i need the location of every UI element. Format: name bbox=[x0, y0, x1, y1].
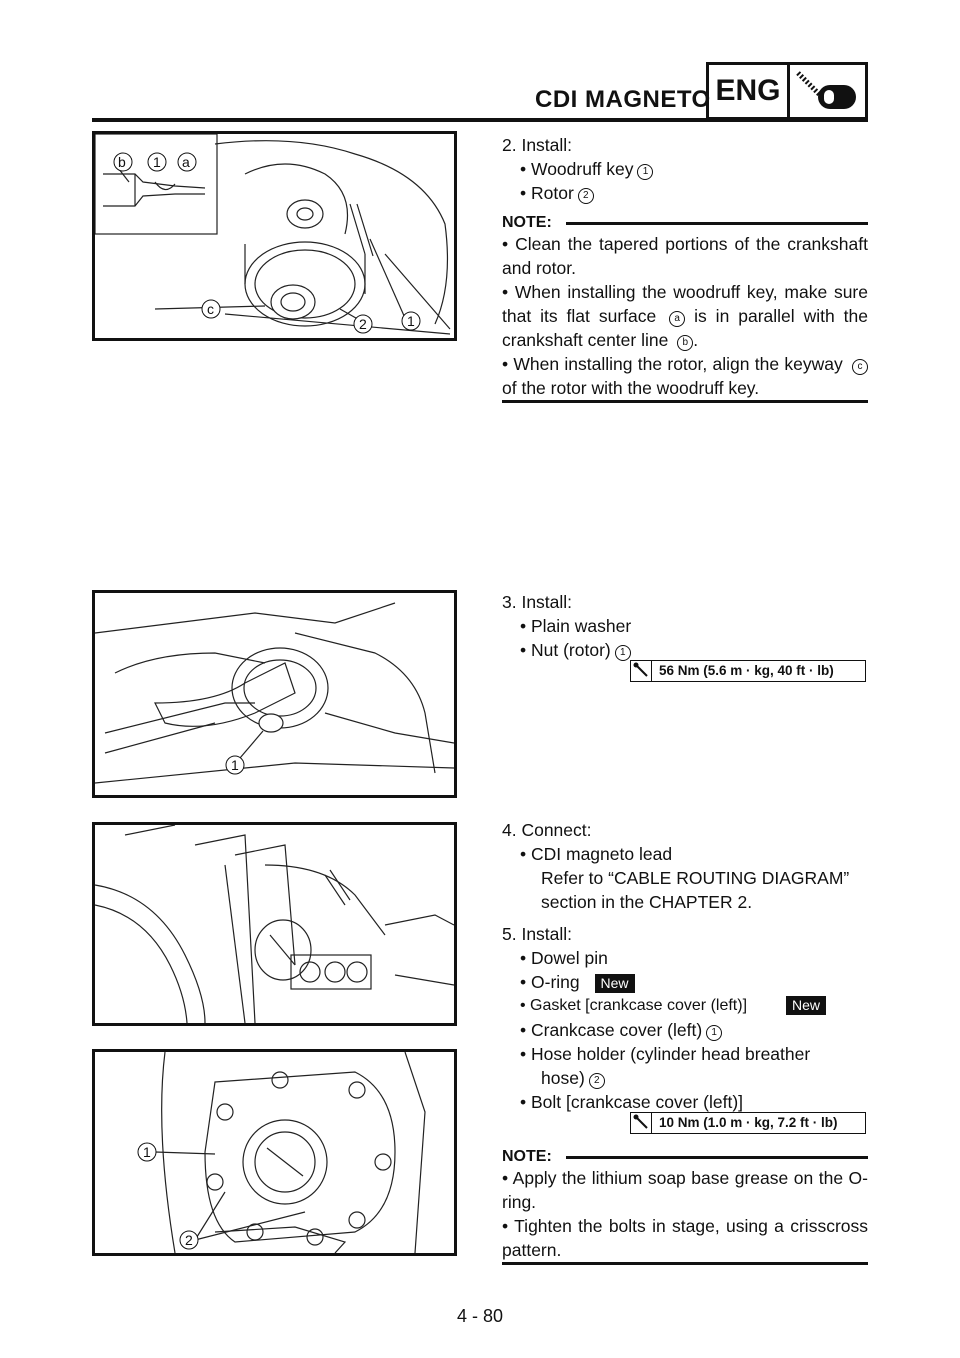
step5-note-1: • Apply the lithium soap base grease on the O-ring. bbox=[502, 1168, 868, 1212]
engine-wrench-icon bbox=[790, 62, 868, 120]
step5-item-5: • Hose holder (cylinder head breather bbox=[520, 1044, 811, 1064]
step4-ref-1: Refer to “CABLE ROUTING DIAGRAM” bbox=[541, 868, 850, 888]
step4-ref-2: section in the CHAPTER 2. bbox=[541, 892, 753, 912]
page-number: 4 - 80 bbox=[456, 1306, 504, 1326]
step3-torque-spec: 56 Nm (5.6 m · kg, 40 ft · lb) bbox=[630, 660, 866, 682]
step5-note-2: • Tighten the bolts in stage, using a crisscross pattern. bbox=[502, 1216, 868, 1260]
fig1-label-1b: 1 bbox=[407, 313, 415, 329]
fig1-label-c: c bbox=[207, 301, 214, 317]
figure-rotor-nut bbox=[92, 590, 457, 798]
note-rule bbox=[566, 1156, 868, 1159]
figure-magneto-lead bbox=[92, 822, 457, 1026]
step5-item-5b: hose) 2 bbox=[541, 1066, 605, 1090]
step4-item-1: • CDI magneto lead bbox=[520, 844, 673, 864]
eng-badge: ENG bbox=[706, 62, 790, 120]
step5-item-4: • Crankcase cover (left) 1 bbox=[520, 1018, 722, 1042]
step5-torque-spec: 10 Nm (1.0 m · kg, 7.2 ft · lb) bbox=[630, 1112, 866, 1134]
step3-item-2: • Nut (rotor) 1 bbox=[520, 638, 631, 662]
figure-crankcase-cover bbox=[92, 1049, 457, 1256]
step2-item-1: • Woodruff key 1 bbox=[520, 157, 653, 181]
header-rule bbox=[92, 118, 706, 122]
note-rule bbox=[566, 222, 868, 225]
new-part-badge: New bbox=[595, 974, 635, 993]
torque-wrench-icon bbox=[632, 661, 652, 681]
step3-heading: 3. Install: bbox=[502, 592, 573, 612]
step2-heading: 2. Install: bbox=[502, 135, 573, 155]
step5-item-1: • Dowel pin bbox=[520, 948, 608, 968]
step3-item-1: • Plain washer bbox=[520, 616, 632, 636]
fig1-label-2: 2 bbox=[359, 316, 367, 332]
step2-item-2: • Rotor 2 bbox=[520, 181, 594, 205]
fig2-label-1: 1 bbox=[231, 757, 239, 773]
step5-heading: 5. Install: bbox=[502, 924, 573, 944]
torque-wrench-icon bbox=[632, 1113, 652, 1133]
fig4-label-2: 2 bbox=[185, 1232, 193, 1248]
step2-note-1: • Clean the tapered portions of the crankshaft and rotor. bbox=[502, 234, 868, 278]
note-end-rule bbox=[502, 400, 868, 403]
fig1-label-b: b bbox=[118, 154, 126, 170]
fig1-label-a: a bbox=[182, 154, 190, 170]
step2-note-label: NOTE: bbox=[502, 214, 552, 231]
step5-item-2: • O-ring New bbox=[520, 970, 635, 994]
fig1-label-1: 1 bbox=[153, 154, 161, 170]
step2-note-3: • When installing the rotor, align the keyway c of the rotor with the woodruff key. bbox=[502, 352, 868, 400]
figure-rotor-install bbox=[92, 131, 457, 341]
step5-item-6: • Bolt [crankcase cover (left)] bbox=[520, 1092, 744, 1112]
step5-item-3: • Gasket [crankcase cover (left)] bbox=[520, 997, 748, 1014]
fig4-label-1: 1 bbox=[143, 1144, 151, 1160]
section-title: CDI MAGNETO bbox=[535, 86, 711, 113]
step5-note-label: NOTE: bbox=[502, 1148, 552, 1165]
note-end-rule bbox=[502, 1262, 868, 1265]
step2-note-2: • When installing the woodruff key, make sure that its flat surface a is in parallel with the crankshaft center line b . bbox=[502, 282, 868, 350]
step4-heading: 4. Connect: bbox=[502, 820, 592, 840]
new-part-badge-2: New bbox=[786, 996, 826, 1015]
